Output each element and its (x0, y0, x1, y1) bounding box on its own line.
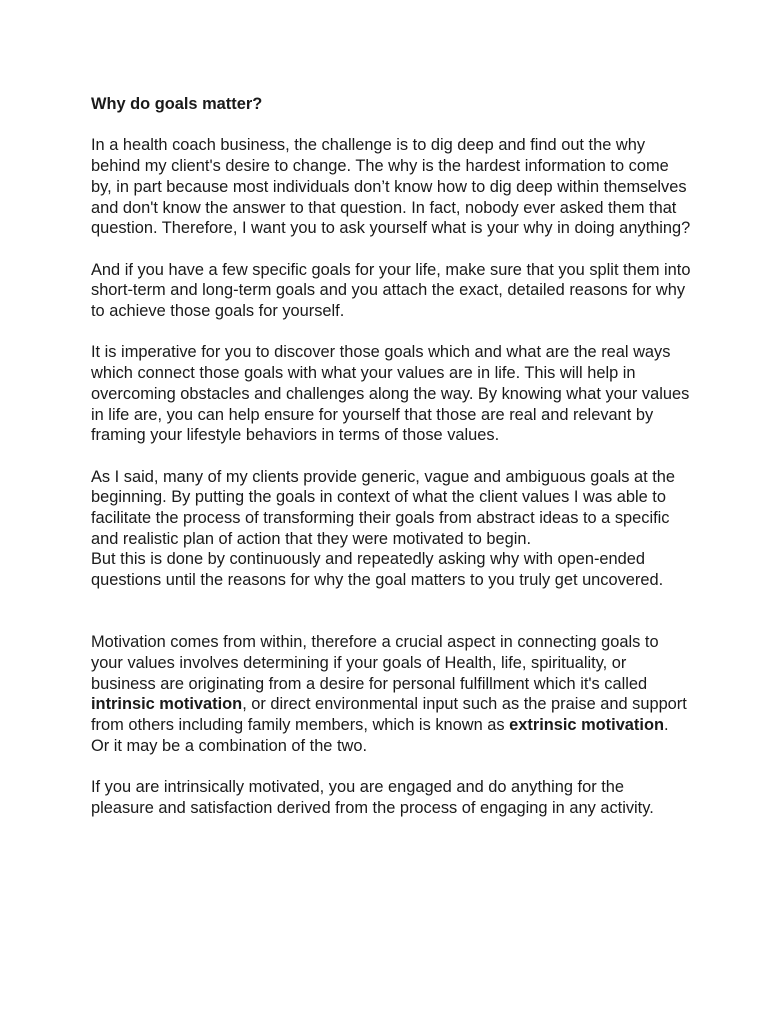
motivation-text-1: Motivation comes from within, therefore a crucial aspect in connecting goals to your values involves determining if your goals of Health, life, spirituality, or business are originating from a desire for personal fulfillment which it's called (91, 633, 659, 693)
motivation-text-3: . Or it may be a combination of the two. (91, 716, 669, 755)
paragraph-intrinsic: If you are intrinsically motivated, you are engaged and do anything for the pleasure and satisfaction derived from the process of engaging in any activity. (91, 778, 654, 817)
spacer (91, 115, 691, 136)
document-page (91, 94, 691, 819)
paragraph-clients: As I said, many of my clients provide generic, vague and ambiguous goals at the beginning. By putting the goals in context of what the client values I was able to facilitate the process of transforming their goals from abstract ideas to a specific and realistic plan of action that they were motivated to begin. (91, 467, 676, 548)
spacer (91, 239, 691, 260)
paragraph-motivation (91, 632, 691, 756)
paragraph-values: It is imperative for you to discover those goals which and what are the real ways which connect those goals with what your values are in life. This will help in overcoming obstacles and challenges along the way. By knowing what your values in life are, you can help ensure for yourself that those are real and relevant by framing your lifestyle behaviors in terms of those values. (91, 343, 690, 445)
spacer (91, 322, 691, 343)
extrinsic-motivation-term: extrinsic motivation (509, 716, 664, 735)
motivation-text-2: , or direct environmental input such as the praise and support from others including family members, which is known as (91, 695, 687, 735)
spacer (91, 756, 691, 777)
document-title: Why do goals matter? (91, 95, 263, 113)
spacer (91, 446, 691, 467)
paragraph-asking-why: But this is done by continuously and repeatedly asking why with open-ended questions until the reasons for why the goal matters to you truly get uncovered. (91, 550, 664, 590)
paragraph-why: In a health coach business, the challenge is to dig deep and find out the why behind my client's desire to change. The why is the hardest information to come by, in part because most individuals don’t know how to dig deep within themselves and don't know the answer to that question. In fact, nobody ever asked them that question. Therefore, I want you to ask yourself what is your why in doing anything? (91, 136, 691, 238)
intrinsic-motivation-term: intrinsic motivation (91, 695, 243, 714)
spacer (91, 591, 691, 632)
paragraph-goals-split: And if you have a few specific goals for your life, make sure that you split them into short-term and long-term goals and you attach the exact, detailed reasons for why to achieve those goals for yourself. (91, 260, 691, 320)
